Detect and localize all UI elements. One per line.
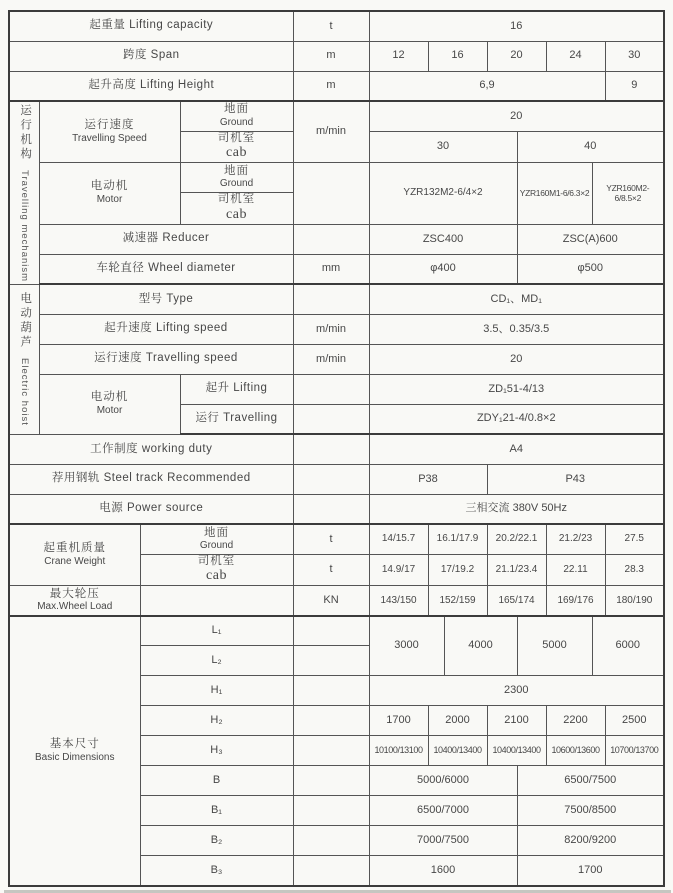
value-travelling-speed-ground: 20 [369, 101, 664, 131]
value-B1-1: 6500/7000 [369, 796, 517, 826]
sub-label-B: B [140, 766, 293, 796]
sub-label-H3: H₃ [140, 736, 293, 766]
row-label-crane-weight: 起重机质量 Crane Weight [9, 524, 140, 586]
value-H3-5: 10700/13700 [605, 736, 664, 766]
row-label-working-duty: 工作制度 working duty [9, 434, 293, 464]
unit-wheel-diameter: mm [293, 254, 369, 284]
value-span-30: 30 [605, 41, 664, 71]
value-mwl-5: 180/190 [605, 586, 664, 616]
value-motor-1: YZR132M2-6/4×2 [369, 163, 517, 225]
value-span-24: 24 [546, 41, 605, 71]
row-label-wheel-diameter: 车轮直径 Wheel diameter [39, 254, 293, 284]
group-travelling-mechanism-en: Travelling mechanism [18, 169, 30, 282]
row-label-lifting-height: 起升高度 Lifting Height [9, 71, 293, 101]
unit-hoist-lifting-speed: m/min [293, 314, 369, 344]
spec-table [8, 10, 665, 887]
sub-label-motor-cab: 司机室 cab [180, 193, 293, 225]
sub-label-L1: L₁ [140, 616, 293, 646]
group-electric-hoist [9, 284, 39, 434]
group-electric-hoist-zh: 电动葫芦 [19, 292, 32, 351]
value-cw-ground-5: 27.5 [605, 524, 664, 554]
value-H2-5: 2500 [605, 706, 664, 736]
value-B1-2: 7500/8500 [517, 796, 664, 826]
value-cw-ground-3: 20.2/22.1 [487, 524, 546, 554]
sub-label-ground: 地面 Ground [180, 101, 293, 131]
value-H3-2: 10400/13400 [428, 736, 487, 766]
unit-travelling-motor [293, 163, 369, 225]
value-L-2: 4000 [444, 616, 517, 676]
row-label-hoist-lifting-speed: 起升速度 Lifting speed [39, 314, 293, 344]
unit-lifting-height: m [293, 71, 369, 101]
value-wheel-diameter-1: φ400 [369, 254, 517, 284]
value-mwl-2: 152/159 [428, 586, 487, 616]
value-B2-1: 7000/7500 [369, 826, 517, 856]
value-steel-track-p38: P38 [369, 464, 487, 494]
value-H1: 2300 [369, 676, 664, 706]
value-motor-3: YZR160M2-6/8.5×2 [592, 163, 664, 225]
value-power-source: 三相交流 380V 50Hz [369, 494, 664, 524]
value-H2-4: 2200 [546, 706, 605, 736]
value-H2-2: 2000 [428, 706, 487, 736]
value-mwl-1: 143/150 [369, 586, 428, 616]
unit-crane-weight-cab: t [293, 554, 369, 586]
row-label-steel-track: 荐用钢轨 Steel track Recommended [9, 464, 293, 494]
unit-B2 [293, 826, 369, 856]
sub-label-hoist-lifting: 起升 Lifting [180, 374, 293, 404]
row-label-span: 跨度 Span [9, 41, 293, 71]
row-label-reducer: 减速器 Reducer [39, 224, 293, 254]
row-label-max-wheel-load: 最大轮压 Max.Wheel Load [9, 586, 140, 616]
group-travelling-mechanism-zh: 运行机构 [19, 103, 32, 162]
value-cw-cab-3: 21.1/23.4 [487, 554, 546, 586]
group-basic-dimensions: 基本尺寸 Basic Dimensions [9, 616, 140, 886]
row-label-hoist-type: 型号 Type [39, 284, 293, 314]
value-mwl-4: 169/176 [546, 586, 605, 616]
sub-label-H1: H₁ [140, 676, 293, 706]
value-L-3: 5000 [517, 616, 592, 676]
value-B3-1: 1600 [369, 856, 517, 886]
value-span-12: 12 [369, 41, 428, 71]
sub-label-B2: B₂ [140, 826, 293, 856]
row-label-hoist-motor: 电动机 Motor [39, 374, 180, 434]
sub-label-motor-ground: 地面 Ground [180, 163, 293, 193]
row-label-travelling-speed: 运行速度 Travelling Speed [39, 101, 180, 163]
value-H3-1: 10100/13100 [369, 736, 428, 766]
value-reducer-2: ZSC(A)600 [517, 224, 664, 254]
value-hoist-motor-lifting: ZD₁51-4/13 [369, 374, 664, 404]
unit-hoist-motor-lifting [293, 374, 369, 404]
value-working-duty: A4 [369, 434, 664, 464]
value-L-1: 3000 [369, 616, 444, 676]
value-hoist-travelling-speed: 20 [369, 344, 664, 374]
unit-H3 [293, 736, 369, 766]
value-cw-cab-1: 14.9/17 [369, 554, 428, 586]
value-hoist-lifting-speed: 3.5、0.35/3.5 [369, 314, 664, 344]
unit-B [293, 766, 369, 796]
value-travelling-speed-cab-40: 40 [517, 131, 664, 163]
row-label-lifting-capacity: 起重量 Lifting capacity [9, 11, 293, 41]
value-B-1: 5000/6000 [369, 766, 517, 796]
value-H2-1: 1700 [369, 706, 428, 736]
sub-label-B3: B₃ [140, 856, 293, 886]
unit-L1 [293, 616, 369, 646]
value-lifting-height-main: 6,9 [369, 71, 605, 101]
value-span-20: 20 [487, 41, 546, 71]
value-travelling-speed-cab-30: 30 [369, 131, 517, 163]
sub-label-L2: L₂ [140, 646, 293, 676]
row-label-power-source: 电源 Power source [9, 494, 293, 524]
value-L-4: 6000 [592, 616, 664, 676]
value-wheel-diameter-2: φ500 [517, 254, 664, 284]
unit-power-source [293, 494, 369, 524]
sub-label-cab: 司机室 cab [180, 131, 293, 163]
sub-label-max-wheel-load-empty [140, 586, 293, 616]
value-H2-3: 2100 [487, 706, 546, 736]
value-B2-2: 8200/9200 [517, 826, 664, 856]
value-H3-3: 10400/13400 [487, 736, 546, 766]
value-hoist-motor-travelling: ZDY₁21-4/0.8×2 [369, 404, 664, 434]
unit-H1 [293, 676, 369, 706]
group-travelling-mechanism [9, 101, 39, 284]
unit-span: m [293, 41, 369, 71]
row-label-hoist-travelling-speed: 运行速度 Travelling speed [39, 344, 293, 374]
unit-steel-track [293, 464, 369, 494]
unit-max-wheel-load: KN [293, 586, 369, 616]
sub-label-B1: B₁ [140, 796, 293, 826]
value-lifting-height-last: 9 [605, 71, 664, 101]
sub-label-crane-weight-cab: 司机室 cab [140, 554, 293, 586]
unit-H2 [293, 706, 369, 736]
unit-B1 [293, 796, 369, 826]
value-cw-cab-2: 17/19.2 [428, 554, 487, 586]
value-reducer-1: ZSC400 [369, 224, 517, 254]
sub-label-crane-weight-ground: 地面 Ground [140, 524, 293, 554]
unit-L2 [293, 646, 369, 676]
value-H3-4: 10600/13600 [546, 736, 605, 766]
unit-hoist-type [293, 284, 369, 314]
value-lifting-capacity: 16 [369, 11, 664, 41]
unit-travelling-speed: m/min [293, 101, 369, 163]
value-cw-ground-1: 14/15.7 [369, 524, 428, 554]
sub-label-H2: H₂ [140, 706, 293, 736]
value-cw-ground-2: 16.1/17.9 [428, 524, 487, 554]
unit-B3 [293, 856, 369, 886]
value-hoist-type: CD₁、MD₁ [369, 284, 664, 314]
unit-hoist-travelling-speed: m/min [293, 344, 369, 374]
value-mwl-3: 165/174 [487, 586, 546, 616]
unit-working-duty [293, 434, 369, 464]
value-B3-2: 1700 [517, 856, 664, 886]
unit-crane-weight-ground: t [293, 524, 369, 554]
value-cw-ground-4: 21.2/23 [546, 524, 605, 554]
unit-hoist-motor-travelling [293, 404, 369, 434]
sub-label-hoist-travelling: 运行 Travelling [180, 404, 293, 434]
group-electric-hoist-en: Electric hoist [18, 358, 30, 427]
value-cw-cab-4: 22.11 [546, 554, 605, 586]
value-cw-cab-5: 28.3 [605, 554, 664, 586]
value-steel-track-p43: P43 [487, 464, 664, 494]
unit-reducer [293, 224, 369, 254]
unit-lifting-capacity: t [293, 11, 369, 41]
value-span-16: 16 [428, 41, 487, 71]
value-B-2: 6500/7500 [517, 766, 664, 796]
value-motor-2: YZR160M1-6/6.3×2 [517, 163, 592, 225]
row-label-travelling-motor: 电动机 Motor [39, 163, 180, 225]
